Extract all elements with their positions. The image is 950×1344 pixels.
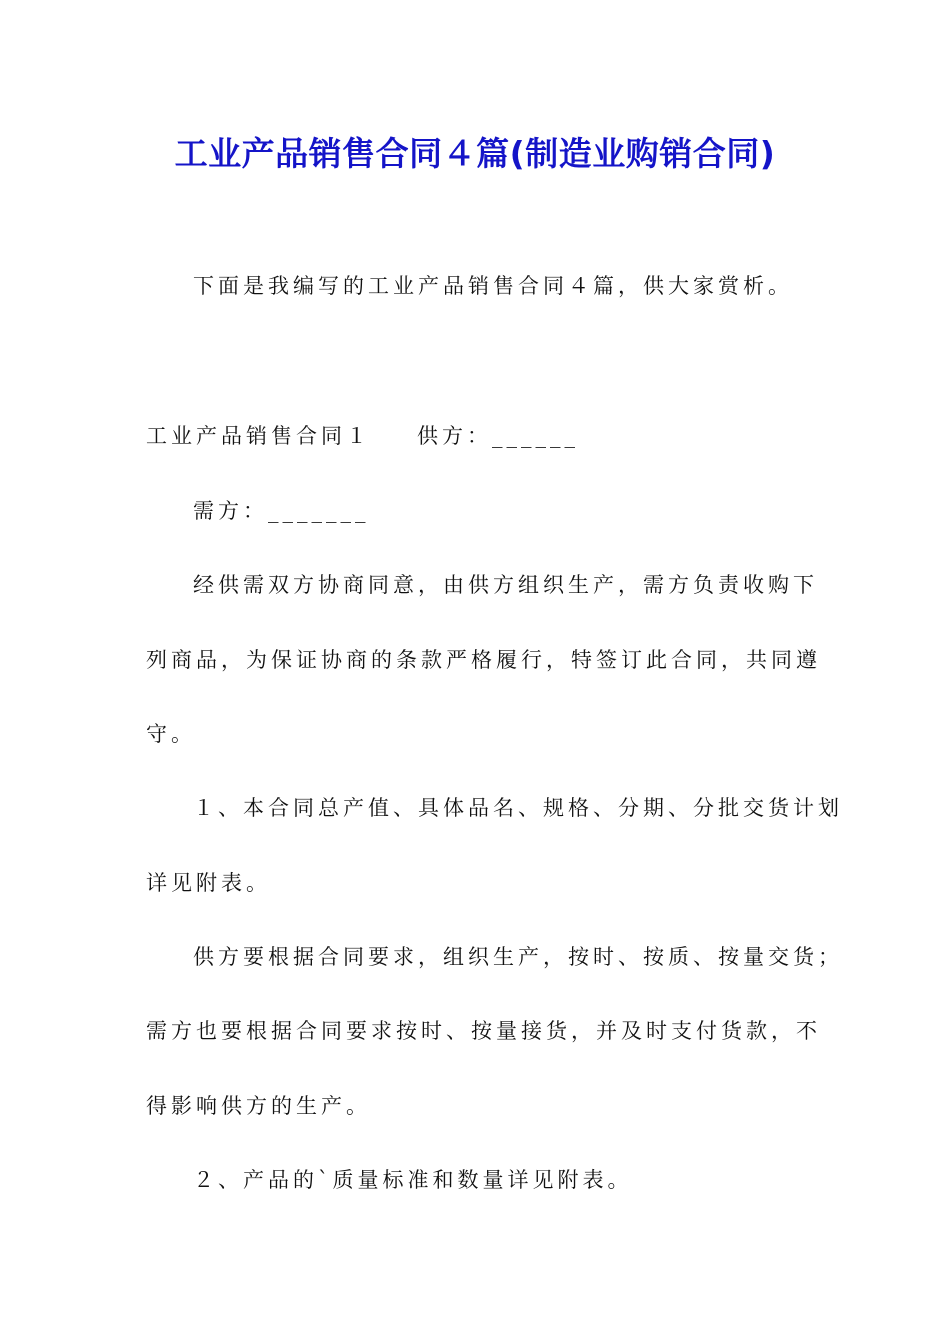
paragraph-line: 详见附表。 [146, 871, 271, 895]
intro-paragraph: 下面是我编写的工业产品销售合同４篇，供大家赏析。 [193, 274, 793, 298]
paragraph-line: 列商品，为保证协商的条款严格履行，特签订此合同，共同遵 [146, 648, 821, 672]
paragraph-line: 需方也要根据合同要求按时、按量接货，并及时支付货款，不 [146, 1019, 821, 1043]
paragraph-line: 经供需双方协商同意，由供方组织生产，需方负责收购下 [193, 573, 818, 597]
paragraph-line: 守。 [146, 722, 196, 746]
paragraph-line: １、本合同总产值、具体品名、规格、分期、分批交货计划 [193, 796, 843, 820]
supplier-field: 供方：______ [417, 424, 579, 448]
contract-heading: 工业产品销售合同１ [146, 424, 371, 448]
paragraph-line: 得影响供方的生产。 [146, 1094, 371, 1118]
contract-heading-line [146, 421, 816, 451]
paragraph-line: 供方要根据合同要求，组织生产，按时、按质、按量交货； [193, 945, 843, 969]
buyer-field: 需方：_______ [193, 499, 370, 523]
paragraph-line: ２、产品的`质量标准和数量详见附表。 [193, 1168, 633, 1192]
document-title: 工业产品销售合同４篇(制造业购销合同) [174, 134, 776, 173]
